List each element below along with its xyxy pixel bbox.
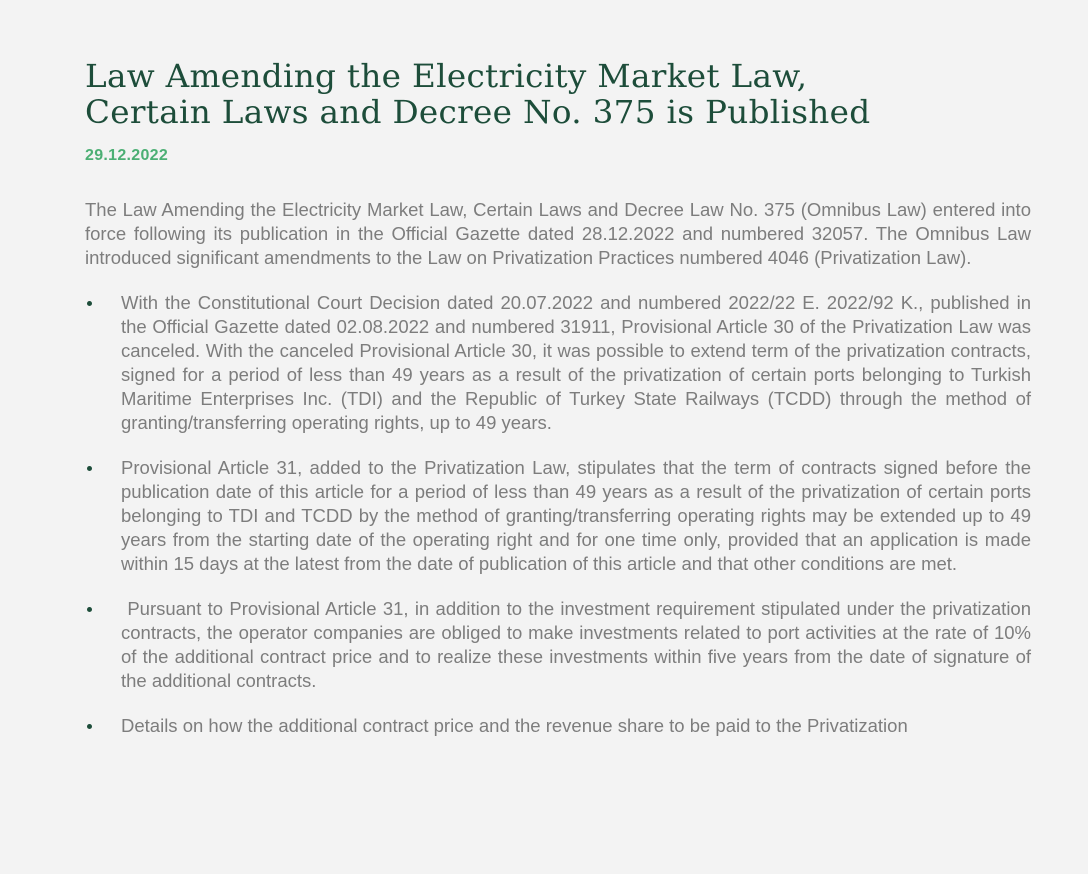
- title-line-2: Certain Laws and Decree No. 375 is Published: [85, 93, 871, 131]
- bullet-text: Pursuant to Provisional Article 31, in addition to the investment requirement stipulated under the privatization contracts, the operator companies are obliged to make investments related to port activities at the rate of 10% of the additional contract price and to realize these investments within five years from the date of signature of the additional contracts.: [121, 598, 1037, 691]
- bullet-icon: [87, 724, 92, 729]
- page-title: [85, 58, 1050, 130]
- publish-date: 29.12.2022: [85, 147, 169, 164]
- intro-paragraph: The Law Amending the Electricity Market Law, Certain Laws and Decree Law No. 375 (Omnibus Law) entered into force following its publication in the Official Gazette dated 28.12.2022 and numbered 32057. The Omnibus Law introduced significant amendments to the Law on Privatization Practices numbered 4046 (Privatization Law).: [85, 199, 1031, 268]
- title-line-1: Law Amending the Electricity Market Law,: [85, 57, 808, 95]
- bullet-text: Details on how the additional contract price and the revenue share to be paid to the Privatization: [121, 715, 908, 736]
- list-item: [85, 597, 1037, 693]
- bullet-text: Provisional Article 31, added to the Privatization Law, stipulates that the term of contracts signed before the publication date of this article for a period of less than 49 years as a result of the privatization of certain ports belonging to TDI and TCDD by the method of granting/transferring operating rights may be extended up to 49 years from the starting date of the operating right and for one time only, provided that an application is made within 15 days at the latest from the date of publication of this article and that other conditions are met.: [121, 457, 1031, 574]
- bullet-icon: [87, 607, 92, 612]
- list-item: [85, 291, 1031, 435]
- list-item: [85, 714, 1031, 738]
- bullet-list: [85, 291, 1037, 738]
- article: [85, 57, 1037, 759]
- bullet-icon: [87, 301, 92, 306]
- list-item: [85, 456, 1031, 576]
- bullet-icon: [87, 466, 92, 471]
- bullet-text: With the Constitutional Court Decision dated 20.07.2022 and numbered 2022/22 E. 2022/92 K., published in the Official Gazette dated 02.08.2022 and numbered 31911, Provisional Article 30 of the Privatization Law was canceled. With the canceled Provisional Article 30, it was possible to extend term of the privatization contracts, signed for a period of less than 49 years as a result of the privatization of certain ports belonging to Turkish Maritime Enterprises Inc. (TDI) and the Republic of Turkey State Railways (TCDD) through the method of granting/transferring operating rights, up to 49 years.: [121, 292, 1031, 433]
